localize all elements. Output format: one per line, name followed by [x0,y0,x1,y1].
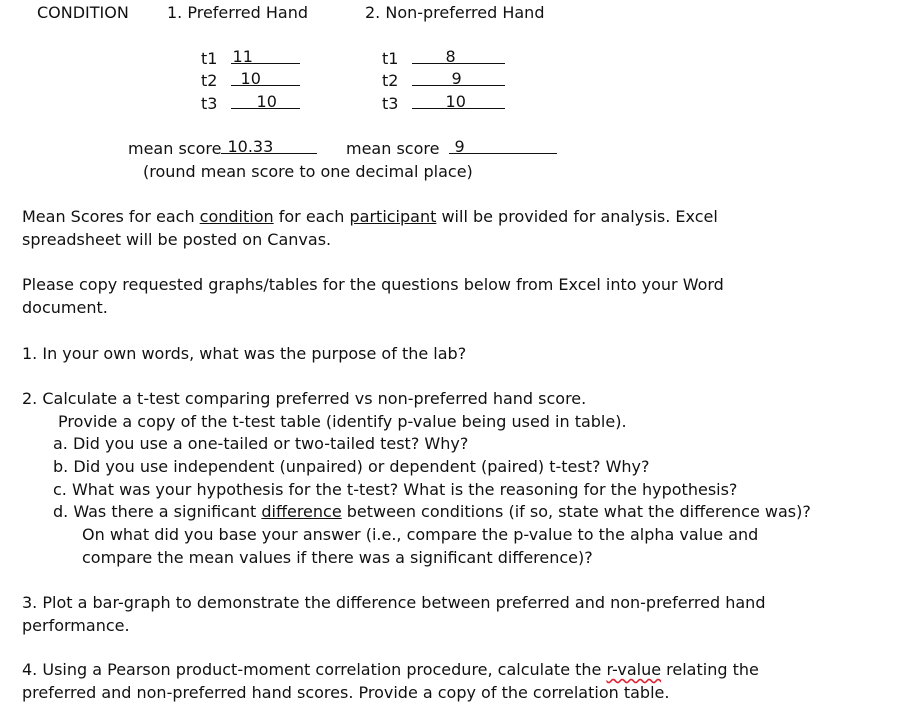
condition-label: CONDITION [37,3,129,22]
difference-word: difference [261,502,342,521]
trial-value: 9 [451,69,462,88]
question-2a: a. Did you use a one-tailed or two-tailed test? Why? [53,434,469,453]
trial-label: t1 [201,49,218,68]
text: relating the [661,660,759,679]
pref-t1-blank [231,48,300,64]
nonpref-trial-2 [382,71,505,91]
pref-mean-score [128,139,317,159]
question-4-line-2: preferred and non-preferred hand scores. Provide a copy of the correlation table. [22,683,670,702]
question-2d-line-2: On what did you base your answer (i.e., compare the p-value to the alpha value and [82,525,759,544]
text: 4. Using a Pearson product-moment correlation procedure, calculate the [22,660,607,679]
trial-label: t2 [382,71,399,90]
trial-value: 8 [445,47,456,66]
trial-value: 10 [240,69,261,88]
instructions-line-1: Please copy requested graphs/tables for the questions below from Excel into your Word [22,275,724,294]
trial-label: t3 [382,94,399,113]
condition-word: condition [199,207,274,226]
mean-label: mean score [128,139,222,158]
text: d. Was there a significant [53,502,262,521]
question-2d [53,502,811,522]
question-2b: b. Did you use independent (unpaired) or dependent (paired) t-test? Why? [53,457,650,476]
pref-t2-blank [231,70,300,86]
question-2-instruction: Provide a copy of the t-test table (identify p-value being used in table). [58,412,627,431]
question-2d-line-3: compare the mean values if there was a significant difference)? [82,548,593,567]
nonpref-trial-3 [382,94,505,114]
mean-value: 9 [454,137,465,156]
question-4 [22,660,759,680]
instructions-line-2: document. [22,298,108,317]
nonpref-mean-blank [449,138,557,154]
analysis-paragraph-line-2: spreadsheet will be posted on Canvas. [22,230,332,249]
condition-1-heading: 1. Preferred Hand [167,3,309,22]
rounding-note: (round mean score to one decimal place) [143,162,473,181]
pref-t3-blank [231,93,300,109]
question-3-line-2: performance. [22,616,130,635]
mean-value: 10.33 [227,137,274,156]
trial-label: t2 [201,71,218,90]
pref-trial-2 [201,71,300,91]
nonpref-trial-1 [382,49,505,69]
r-value-word: r-value [606,660,662,679]
pref-trial-1 [201,49,300,69]
question-2c: c. What was your hypothesis for the t-test? What is the reasoning for the hypothesis? [53,480,738,499]
analysis-paragraph-line-1 [22,207,718,227]
question-2: 2. Calculate a t-test comparing preferred vs non-preferred hand score. [22,389,587,408]
nonpref-mean-score [346,139,557,159]
text: will be provided for analysis. Excel [436,207,718,226]
question-3: 3. Plot a bar-graph to demonstrate the difference between preferred and non-preferred hand [22,593,766,612]
nonpref-t2-blank [412,70,505,86]
pref-trial-3 [201,94,300,114]
participant-word: participant [349,207,437,226]
trial-value: 10 [445,92,466,111]
text: Mean Scores for each [22,207,200,226]
pref-mean-blank [221,138,317,154]
text: for each [273,207,350,226]
trial-label: t1 [382,49,399,68]
question-1: 1. In your own words, what was the purpose of the lab? [22,344,467,363]
trial-value: 10 [256,92,277,111]
text: between conditions (if so, state what the difference was)? [341,502,811,521]
trial-label: t3 [201,94,218,113]
condition-2-heading: 2. Non-preferred Hand [365,3,545,22]
nonpref-t3-blank [412,93,505,109]
trial-value: 11 [232,47,253,66]
mean-label: mean score [346,139,440,158]
nonpref-t1-blank [412,48,505,64]
